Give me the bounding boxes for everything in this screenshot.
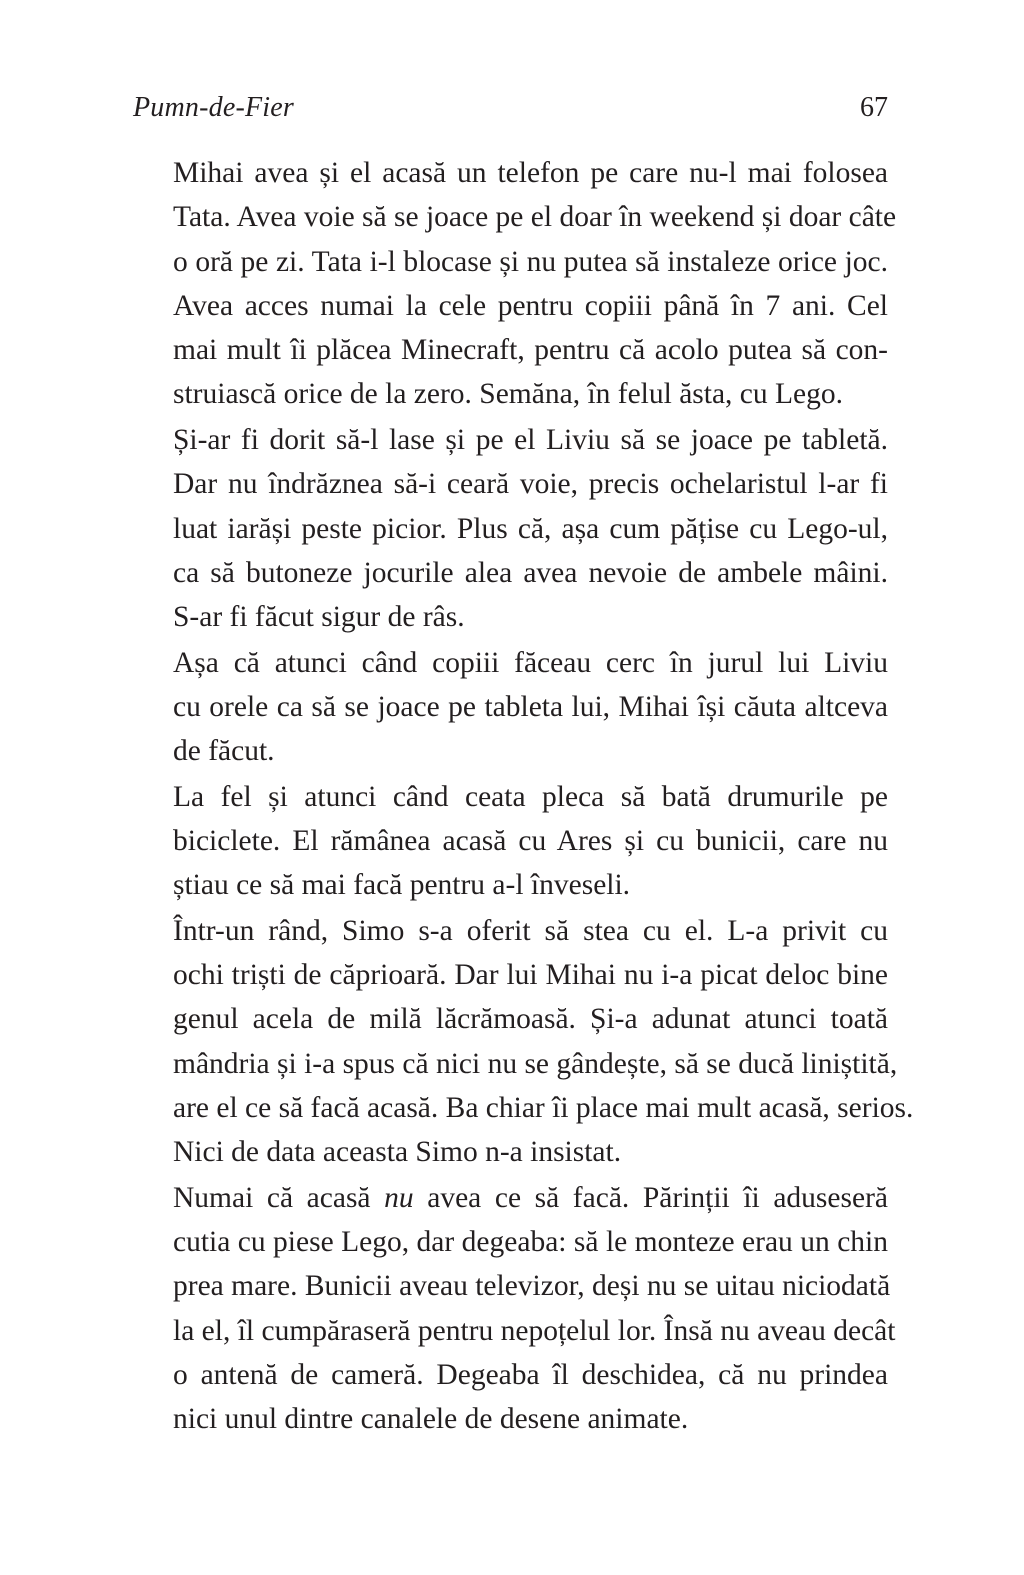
text-fragment: avea ce să facă. Părinții îi aduseseră — [413, 1181, 888, 1214]
text-line: struiască orice de la zero. Semăna, în felul ăsta, cu Lego. — [173, 378, 844, 411]
text-line: știau ce să mai facă pentru a-l înveseli. — [173, 869, 631, 902]
chapter-title: Pumn-de-Fier — [133, 92, 295, 123]
paragraph — [133, 641, 888, 774]
text-line: de făcut. — [173, 735, 275, 768]
text-line: ochi triști de căprioară. Dar lui Mihai nu i-a picat deloc bine — [173, 959, 888, 992]
paragraph — [133, 151, 897, 417]
paragraph — [133, 909, 914, 1175]
text-line: La fel și atunci când ceata pleca să bată drumurile pe — [173, 780, 888, 813]
text-line: ca să butoneze jocurile alea avea nevoie de ambele mâini. — [173, 556, 888, 589]
running-header — [133, 88, 888, 128]
text-line: cutia cu piese Lego, dar degeaba: să le monteze erau un chin — [173, 1226, 888, 1259]
text-line: genul acela de milă lăcrămoasă. Și-a adunat atunci toată — [173, 1003, 888, 1036]
text-line: luat iarăși peste picior. Plus că, așa cum pățise cu Lego-ul, — [173, 512, 888, 545]
text-line: Și-ar fi dorit să-l lase și pe el Liviu să se joace pe tabletă. — [173, 423, 888, 456]
text-line: Tata. Avea voie să se joace pe el doar în weekend și doar câte — [173, 201, 897, 234]
text-line: mândria și i-a spus că nici nu se gândește, să se ducă liniștită, — [173, 1047, 898, 1080]
text-line: la el, îl cumpăraseră pentru nepoțelul lor. Însă nu aveau decât — [173, 1314, 896, 1347]
text-line: prea mare. Bunicii aveau televizor, deși nu se uitau niciodată — [173, 1270, 891, 1303]
text-fragment: Numai că acasă — [173, 1181, 385, 1214]
text-line: Într-un rând, Simo s-a oferit să stea cu el. L-a privit cu — [173, 914, 888, 947]
text-line: o antenă de cameră. Degeaba îl deschidea, că nu prindea — [173, 1358, 888, 1391]
text-line: S-ar fi făcut sigur de râs. — [173, 601, 465, 634]
text-line: are el ce să facă acasă. Ba chiar îi place mai mult acasă, serios. — [173, 1091, 914, 1124]
text-line: biciclete. El rămânea acasă cu Ares și cu bunicii, care nu — [173, 825, 888, 858]
text-line: o oră pe zi. Tata i-l blocase și nu putea să instaleze orice joc. — [173, 245, 888, 278]
text-line: Nici de data aceasta Simo n-a insistat. — [173, 1136, 622, 1169]
text-line: mai mult îi plăcea Minecraft, pentru că acolo putea să con- — [173, 334, 888, 367]
text-line: cu orele ca să se joace pe tableta lui, Mihai își căuta altceva — [173, 690, 888, 723]
body-text — [133, 151, 914, 1443]
paragraph — [133, 1176, 896, 1442]
page-number: 67 — [860, 92, 888, 123]
text-line: Mihai avea și el acasă un telefon pe care nu-l mai folosea — [173, 157, 888, 189]
paragraph — [133, 775, 888, 908]
paragraph — [133, 418, 888, 639]
text-line: Dar nu îndrăznea să-i ceară voie, precis ochelaristul l-ar fi — [173, 468, 888, 501]
text-line — [133, 1176, 888, 1220]
text-line: Avea acces numai la cele pentru copiii până în 7 ani. Cel — [173, 289, 888, 322]
emphasized-word: nu — [384, 1181, 414, 1214]
text-line: nici unul dintre canalele de desene animate. — [173, 1403, 689, 1436]
text-line: Așa că atunci când copiii făceau cerc în jurul lui Liviu — [173, 646, 888, 679]
